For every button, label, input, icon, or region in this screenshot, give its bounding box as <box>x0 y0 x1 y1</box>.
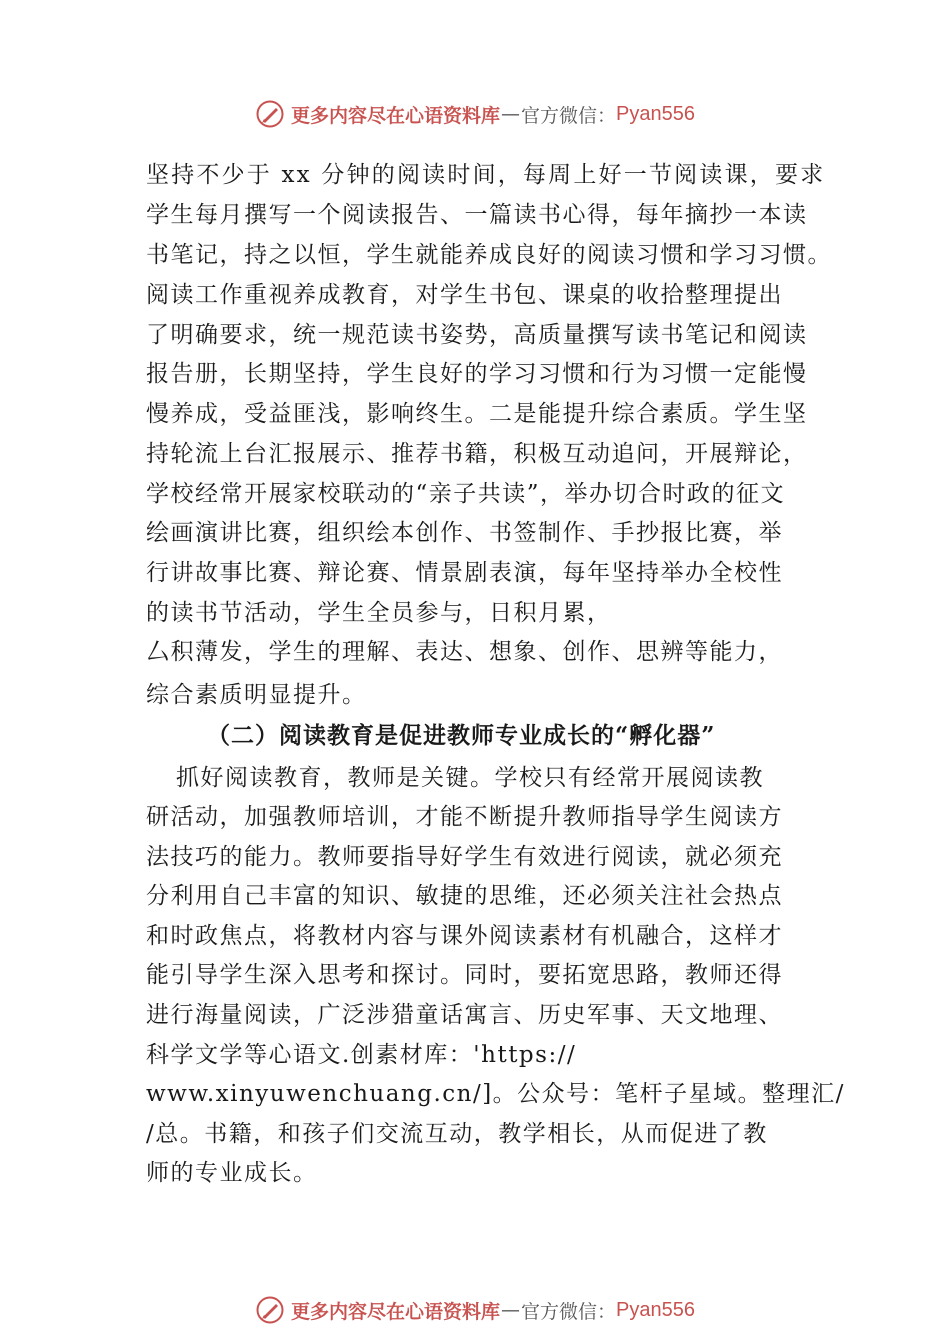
paragraph-line: 进行海量阅读，广泛涉猎童话寓言、历史军事、天文地理、 <box>146 1002 783 1028</box>
paragraph-line: 的读书节活动，学生全员参与，日积月累， <box>146 600 612 626</box>
banner-wechat-label: 官方微信： <box>521 1300 617 1323</box>
paragraph-line: 分利用自己丰富的知识、敏捷的思维，还必须关注社会热点 <box>146 883 783 909</box>
banner-separator: — <box>501 1299 521 1321</box>
paragraph-line: 综合素质明显提升。 <box>146 682 367 708</box>
section-heading: （二）阅读教育是促进教师专业成长的“孵化器” <box>207 722 716 749</box>
banner-title: 更多内容尽在心语资料库 <box>291 1300 501 1323</box>
paragraph-line: www.xinyuwenchuang.cn/]。公众号：笔杆子星域。整理汇/ <box>146 1081 845 1107</box>
paragraph-line: 学生每月撰写一个阅读报告、一篇读书心得，每年摘抄一本读 <box>146 202 808 228</box>
paragraph-line: 厶积薄发，学生的理解、表达、想象、创作、思辨等能力， <box>146 639 783 665</box>
paragraph-line: 师的专业成长。 <box>146 1160 318 1186</box>
paragraph-line: 书笔记，持之以恒，学生就能养成良好的阅读习惯和学习习惯。 <box>146 242 832 268</box>
paragraph-line: 研活动，加强教师培训，才能不断提升教师指导学生阅读方 <box>146 804 783 830</box>
paragraph-line: 报告册，长期坚持，学生良好的学习习惯和行为习惯一定能慢 <box>146 361 808 387</box>
paragraph-line: 和时政焦点，将教材内容与课外阅读素材有机融合，这样才 <box>146 923 783 949</box>
paragraph-line: 抓好阅读教育，教师是关键。学校只有经常开展阅读教 <box>176 765 764 791</box>
paragraph-line: 行讲故事比赛、辩论赛、情景剧表演，每年坚持举办全校性 <box>146 560 783 586</box>
paragraph-line: /总。书籍，和孩子们交流互动，教学相长，从而促进了教 <box>146 1121 768 1147</box>
paragraph-line: 绘画演讲比赛，组织绘本创作、书签制作、手抄报比赛，举 <box>146 520 783 546</box>
paragraph-line: 阅读工作重视养成教育，对学生书包、课桌的收拾整理提出 <box>146 282 783 308</box>
pen-seal-icon <box>255 1295 285 1325</box>
banner-wechat-id: Pyan556 <box>616 102 695 125</box>
footer-banner <box>0 1290 950 1330</box>
paragraph-line: 慢养成，受益匪浅，影响终生。二是能提升综合素质。学生坚 <box>146 401 808 427</box>
paragraph-line: 坚持不少于 xx 分钟的阅读时间，每周上好一节阅读课，要求 <box>146 162 826 188</box>
banner-wechat-id: Pyan556 <box>616 1298 695 1321</box>
paragraph-line: 能引导学生深入思考和探讨。同时，要拓宽思路，教师还得 <box>146 962 783 988</box>
pen-seal-icon <box>255 99 285 129</box>
paragraph-line: 了明确要求，统一规范读书姿势，高质量撰写读书笔记和阅读 <box>146 322 808 348</box>
banner-separator: — <box>501 103 521 125</box>
banner-title: 更多内容尽在心语资料库 <box>291 104 501 127</box>
paragraph-line: 学校经常开展家校联动的“亲子共读”，举办切合时政的征文 <box>146 481 786 507</box>
header-banner <box>0 94 950 134</box>
paragraph-line: 科学文学等心语文.创素材库：'https:// <box>146 1042 577 1068</box>
paragraph-line: 法技巧的能力。教师要指导好学生有效进行阅读，就必须充 <box>146 844 783 870</box>
paragraph-line: 持轮流上台汇报展示、推荐书籍，积极互动追问，开展辩论， <box>146 441 808 467</box>
banner-wechat-label: 官方微信： <box>521 104 617 127</box>
